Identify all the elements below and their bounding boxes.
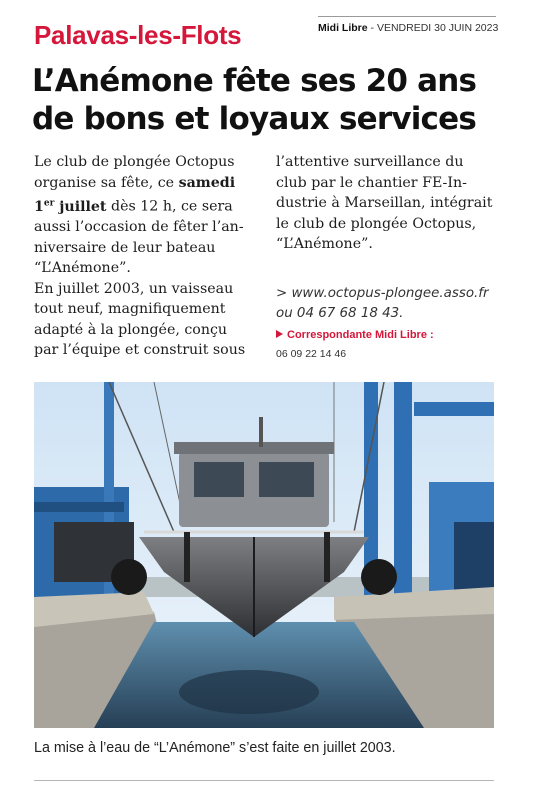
body-line: tout neuf, magnifiquement — [34, 301, 226, 318]
article-body-right-column — [276, 152, 498, 255]
article-headline — [32, 62, 512, 138]
website-link[interactable]: > www.octopus-plongee.asso.fr — [276, 286, 489, 301]
event-date-number: 1 — [34, 198, 44, 215]
club-phone: ou 04 67 68 18 43. — [276, 306, 404, 321]
body-line: par l’équipe et construit sous — [34, 342, 246, 359]
body-line: dustrie à Marseillan, intégrait — [276, 195, 493, 211]
body-line: club par le chantier FE-In- — [276, 174, 467, 191]
body-line: le club de plongée Octopus, — [276, 215, 477, 232]
body-text: organise sa fête, ce — [34, 174, 179, 191]
event-date-month: juillet — [54, 198, 107, 215]
masthead — [318, 22, 498, 34]
masthead-separator: - — [367, 22, 377, 34]
article-body-left-column — [34, 152, 266, 361]
bottom-rule — [34, 780, 494, 781]
masthead-date: VENDREDI 30 JUIN 2023 — [376, 22, 499, 34]
body-line: niversaire de leur bateau — [34, 239, 216, 256]
correspondent-label — [276, 329, 434, 341]
article-photo — [34, 382, 494, 728]
body-text: dès 12 h, ce sera — [106, 198, 233, 215]
headline-line-1: L’Anémone fête ses 20 ans — [32, 63, 477, 99]
masthead-paper-name: Midi Libre — [318, 22, 368, 34]
body-line: En juillet 2003, un vaisseau — [34, 280, 234, 297]
body-line — [34, 173, 266, 194]
header-top-rule — [318, 16, 496, 17]
body-line — [34, 193, 266, 217]
event-date-ordinal: er — [43, 198, 55, 208]
boat-launch-photo-illustration — [34, 382, 494, 728]
correspondent-phone: 06 09 22 14 46 — [276, 348, 347, 360]
body-line: l’attentive surveillance du — [276, 154, 464, 170]
body-line: aussi l’occasion de fêter l’an- — [34, 219, 244, 236]
body-line: “L’Anémone”. — [276, 236, 373, 252]
event-day-bold: samedi — [178, 174, 236, 191]
body-line: adapté à la plongée, conçu — [34, 321, 228, 338]
triangle-right-icon — [276, 330, 283, 338]
photo-caption: La mise à l’eau de “L’Anémone” s’est faite en juillet 2003. — [34, 740, 396, 756]
body-line: “L’Anémone”. — [34, 260, 131, 277]
contact-info — [276, 284, 488, 324]
body-line: Le club de plongée Octopus — [34, 154, 235, 170]
correspondent-label-text: Correspondante Midi Libre : — [287, 329, 434, 341]
event-date-bold — [34, 199, 106, 215]
location-kicker: Palavas-les-Flots — [34, 20, 242, 50]
headline-line-2: de bons et loyaux services — [32, 101, 477, 137]
